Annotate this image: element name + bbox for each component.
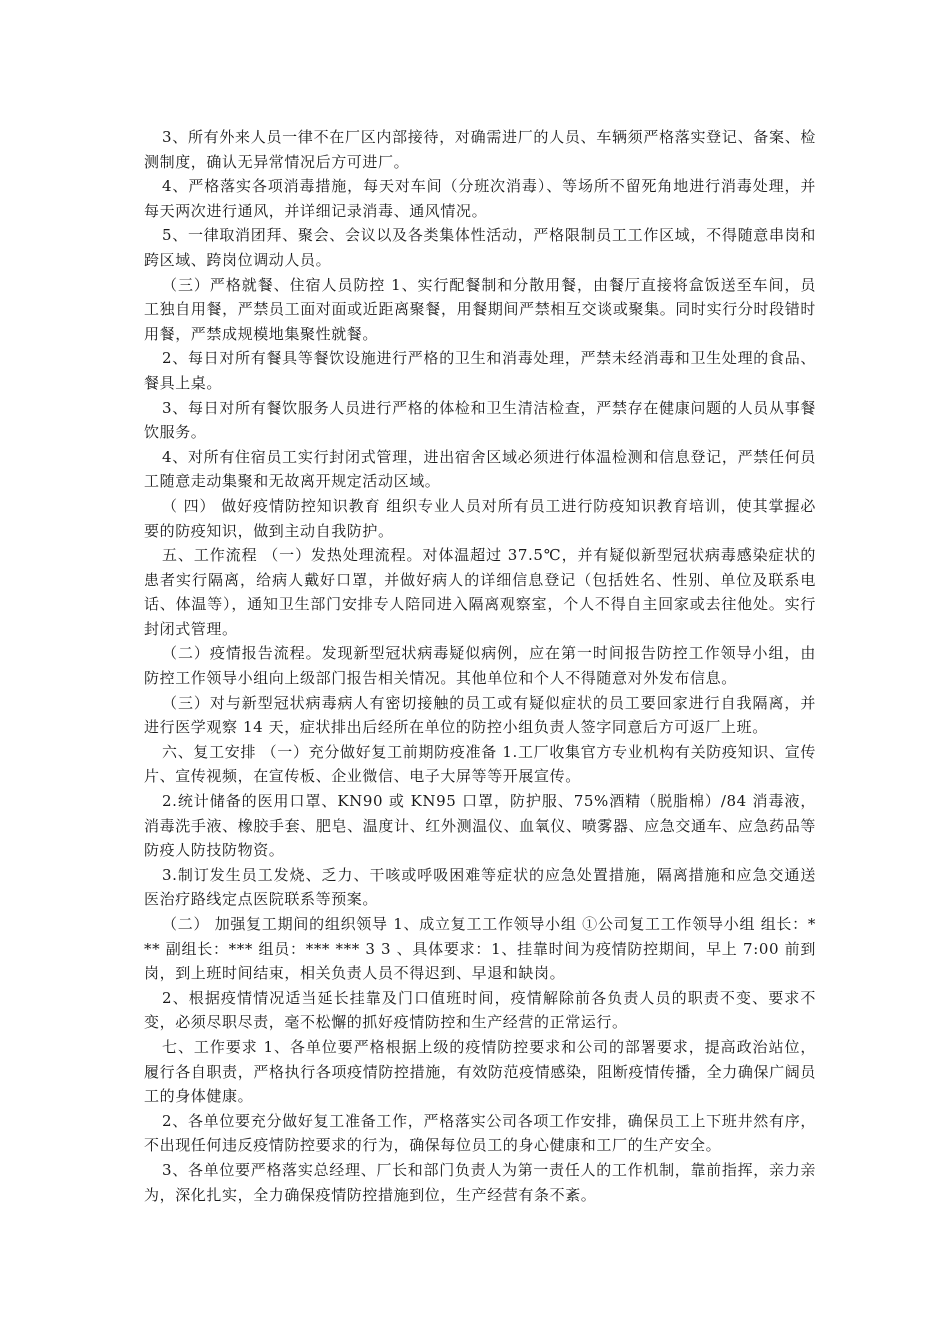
paragraph: 六、复工安排 （一）充分做好复工前期防疫准备 1.工厂收集官方专业机构有关防疫知识、宣传片、宣传视频，在宣传板、企业微信、电子大屏等等开展宣传。 (144, 742, 816, 786)
paragraph: （三）对与新型冠状病毒病人有密切接触的员工或有疑似症状的员工要回家进行自我隔离，并进行医学观察 14 天，症状排出后经所在单位的防控小组负责人签字同意后方可返厂上班。 (144, 693, 816, 737)
paragraph: 五、工作流程 （一）发热处理流程。对体温超过 37.5℃，并有疑似新型冠状病毒感染症状的患者实行隔离，给病人戴好口罩，并做好病人的详细信息登记（包括姓名、性别、单位及联系电话、体温等），通知卫生部门安排专人陪同进入隔离观察室，个人不得自主回家或去往他处。实行封闭式管理。 (144, 546, 816, 638)
paragraph: 3、所有外来人员一律不在厂区内部接待，对确需进厂的人员、车辆须严格落实登记、备案、检测制度，确认无异常情况后方可进厂。 (144, 128, 816, 171)
paragraph: 2、根据疫情情况适当延长挂靠及门口值班时间，疫情解除前各负责人员的职责不变、要求不变，必须尽职尽责，毫不松懈的抓好疫情防控和生产经营的正常运行。 (144, 988, 816, 1032)
document-body (144, 125, 816, 1207)
paragraph: 2.统计储备的医用口罩、KN90 或 KN95 口罩，防护服、75%酒精（脱脂棉）/84 消毒液，消毒洗手液、橡胶手套、肥皂、温度计、红外测温仪、血氧仪、喷雾器、应急交通车、应急药品等防疫人防技防物资。 (144, 792, 816, 860)
paragraph: （二） 加强复工期间的组织领导 1、成立复工工作领导小组 ①公司复工工作领导小组 组长：*** 副组长：*** 组员：*** *** 3 3 、具体要求：1、挂靠时间为疫情防控期间，早上 7:00 前到岗，到上班时间结束，相关负责人员不得迟到、早退和缺岗。 (144, 915, 816, 983)
paragraph: 3、每日对所有餐饮服务人员进行严格的体检和卫生清洁检查，严禁存在健康问题的人员从事餐饮服务。 (144, 398, 816, 442)
paragraph: 4、严格落实各项消毒措施，每天对车间（分班次消毒）、等场所不留死角地进行消毒处理，并每天两次进行通风，并详细记录消毒、通风情况。 (144, 177, 816, 220)
paragraph: 3、各单位要严格落实总经理、厂长和部门负责人为第一责任人的工作机制，靠前指挥，亲力亲为，深化扎实，全力确保疫情防控措施到位，生产经营有条不紊。 (144, 1160, 816, 1204)
paragraph: （三）严格就餐、住宿人员防控 1、实行配餐制和分散用餐，由餐厅直接将盒饭送至车间，员工独自用餐，严禁员工面对面或近距离聚餐，用餐期间严禁相互交谈或聚集。同时实行分时段错时用餐，严禁成规模地集聚性就餐。 (144, 275, 816, 343)
paragraph: 七、工作要求 1、各单位要严格根据上级的疫情防控要求和公司的部署要求，提高政治站位，履行各自职责，严格执行各项疫情防控措施，有效防范疫情感染，阻断疫情传播，全力确保广阔员工的身体健康。 (144, 1037, 816, 1106)
paragraph: 2、各单位要充分做好复工准备工作，严格落实公司各项工作安排，确保员工上下班井然有序，不出现任何违反疫情防控要求的行为，确保每位员工的身心健康和工厂的生产安全。 (144, 1111, 816, 1155)
paragraph: （二）疫情报告流程。发现新型冠状病毒疑似病例，应在第一时间报告防控工作领导小组，由防控工作领导小组向上级部门报告相关情况。其他单位和个人不得随意对外发布信息。 (144, 644, 816, 688)
paragraph: 4、对所有住宿员工实行封闭式管理，进出宿舍区域必须进行体温检测和信息登记，严禁任何员工随意走动集聚和无故离开规定活动区域。 (144, 447, 816, 491)
paragraph: 2、每日对所有餐具等餐饮设施进行严格的卫生和消毒处理，严禁未经消毒和卫生处理的食品、餐具上桌。 (144, 349, 816, 392)
paragraph: （ 四） 做好疫情防控知识教育 组织专业人员对所有员工进行防疫知识教育培训，使其掌握必要的防疫知识，做到主动自我防护。 (144, 496, 816, 540)
paragraph: 3.制订发生员工发烧、乏力、干咳或呼吸困难等症状的应急处置措施，隔离措施和应急交通送医治疗路线定点医院联系等预案。 (144, 865, 816, 909)
paragraph: 5、一律取消团拜、聚会、会议以及各类集体性活动，严格限制员工工作区域，不得随意串岗和跨区域、跨岗位调动人员。 (144, 226, 816, 269)
